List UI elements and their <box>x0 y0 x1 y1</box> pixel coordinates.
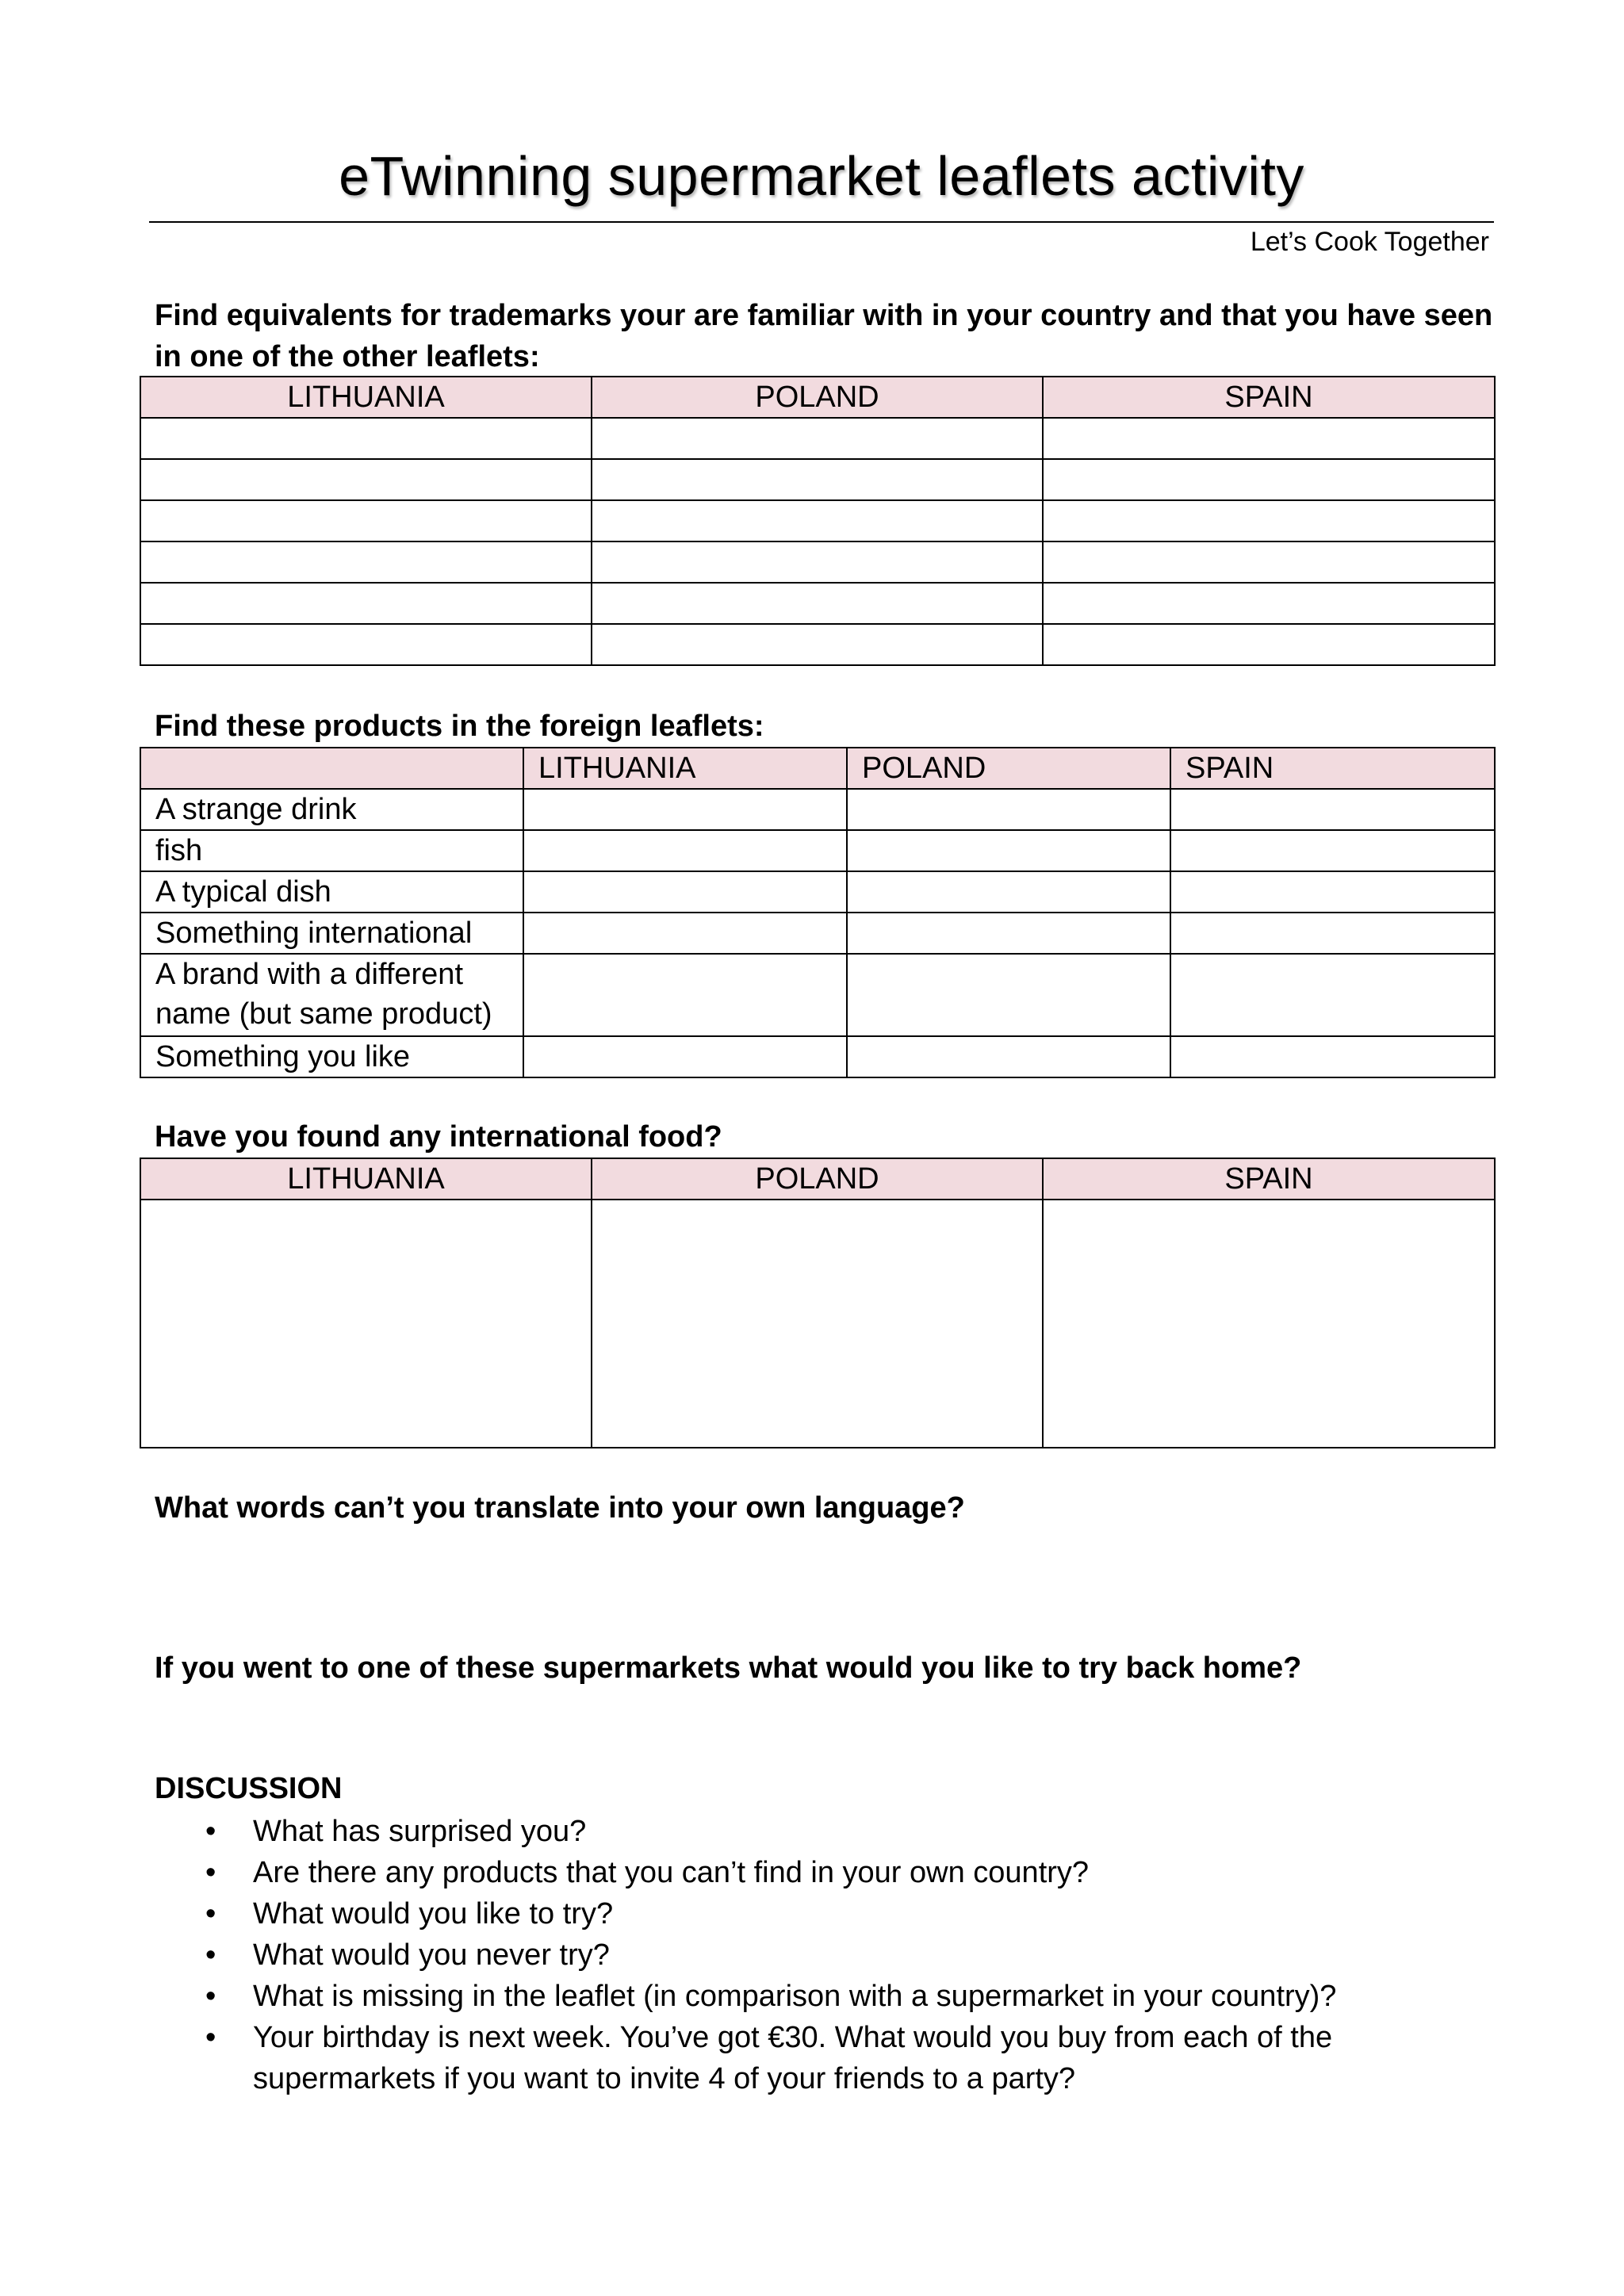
trademarks-table <box>140 376 1496 666</box>
answer-cell[interactable] <box>523 913 847 954</box>
row-label: Something international <box>140 913 523 954</box>
column-header-lithuania: LITHUANIA <box>523 748 847 789</box>
answer-cell[interactable] <box>1170 954 1495 1036</box>
discussion-heading: DISCUSSION <box>155 1772 343 1805</box>
answer-cell[interactable] <box>592 541 1043 583</box>
answer-cell[interactable] <box>847 954 1170 1036</box>
table-row <box>140 1200 1495 1448</box>
table-header-row <box>140 1158 1495 1200</box>
row-label: A strange drink <box>140 789 523 830</box>
row-label: A typical dish <box>140 871 523 913</box>
list-item-text: What is missing in the leaflet (in comparison with a supermarket in your country)? <box>253 1980 1337 2013</box>
column-header-spain: SPAIN <box>1043 377 1495 418</box>
answer-cell[interactable] <box>1170 789 1495 830</box>
bullet-icon: • <box>205 1897 216 1931</box>
section1-heading: Find equivalents for trademarks your are familiar with in your country and that you have seen in one of the other leaflets: <box>155 299 1493 373</box>
table-row <box>140 954 1495 1036</box>
row-label: Something you like <box>140 1036 523 1077</box>
bullet-icon: • <box>205 2021 216 2054</box>
list-item-text: Are there any products that you can’t find in your own country? <box>253 1856 1090 1889</box>
table-row <box>140 500 1495 541</box>
row-label: fish <box>140 830 523 871</box>
list-item-text: What has surprised you? <box>253 1815 587 1848</box>
table-row <box>140 624 1495 665</box>
list-item <box>155 1934 1442 1976</box>
answer-cell[interactable] <box>140 418 592 459</box>
answer-cell[interactable] <box>1043 624 1495 665</box>
products-table <box>140 747 1496 1078</box>
question-try-back-home: If you went to one of these supermarkets what would you like to try back home? <box>155 1651 1302 1685</box>
column-header-poland: POLAND <box>592 1158 1043 1200</box>
answer-cell[interactable] <box>1170 830 1495 871</box>
table-row <box>140 541 1495 583</box>
answer-cell[interactable] <box>1043 583 1495 624</box>
column-header-spain: SPAIN <box>1170 748 1495 789</box>
answer-cell[interactable] <box>592 1200 1043 1448</box>
answer-cell[interactable] <box>592 500 1043 541</box>
answer-cell[interactable] <box>140 624 592 665</box>
table-row <box>140 871 1495 913</box>
answer-cell[interactable] <box>523 954 847 1036</box>
answer-cell[interactable] <box>1170 1036 1495 1077</box>
answer-cell[interactable] <box>523 1036 847 1077</box>
answer-cell[interactable] <box>1043 459 1495 500</box>
list-item <box>155 1976 1442 2017</box>
international-food-table <box>140 1158 1496 1448</box>
answer-cell[interactable] <box>1043 500 1495 541</box>
answer-cell[interactable] <box>523 871 847 913</box>
bullet-icon: • <box>205 1980 216 2013</box>
answer-cell[interactable] <box>1043 1200 1495 1448</box>
answer-cell[interactable] <box>592 418 1043 459</box>
list-item <box>155 1811 1442 1852</box>
list-item <box>155 2017 1442 2099</box>
table-row <box>140 459 1495 500</box>
column-header-poland: POLAND <box>592 377 1043 418</box>
bullet-icon: • <box>205 1938 216 1972</box>
table-header-row <box>140 377 1495 418</box>
answer-cell[interactable] <box>140 583 592 624</box>
answer-cell[interactable] <box>592 583 1043 624</box>
list-item-text: What would you like to try? <box>253 1897 614 1931</box>
table-row <box>140 1036 1495 1077</box>
answer-cell[interactable] <box>140 459 592 500</box>
answer-cell[interactable] <box>1043 541 1495 583</box>
row-label: A brand with a different name (but same product) <box>140 954 523 1036</box>
column-header-lithuania: LITHUANIA <box>140 377 592 418</box>
column-header-spain: SPAIN <box>1043 1158 1495 1200</box>
section3-heading: Have you found any international food? <box>155 1120 722 1154</box>
table-header-row <box>140 748 1495 789</box>
list-item-text: What would you never try? <box>253 1938 610 1972</box>
answer-cell[interactable] <box>140 1200 592 1448</box>
section2-heading: Find these products in the foreign leaflets: <box>155 710 764 743</box>
page-subtitle: Let’s Cook Together <box>1250 227 1489 257</box>
question-untranslatable-words: What words can’t you translate into your own language? <box>155 1491 965 1525</box>
answer-cell[interactable] <box>847 913 1170 954</box>
answer-cell[interactable] <box>1043 418 1495 459</box>
discussion-list <box>155 1811 1503 2099</box>
page-title: eTwinning supermarket leaflets activity <box>339 145 1304 207</box>
column-header-lithuania: LITHUANIA <box>140 1158 592 1200</box>
answer-cell[interactable] <box>847 871 1170 913</box>
answer-cell[interactable] <box>140 500 592 541</box>
answer-cell[interactable] <box>523 830 847 871</box>
list-item-text: Your birthday is next week. You’ve got €30. What would you buy from each of the supermarkets if you want to invite 4 of your friends to a party? <box>253 2021 1333 2095</box>
title-divider <box>149 221 1494 223</box>
bullet-icon: • <box>205 1856 216 1889</box>
answer-cell[interactable] <box>592 459 1043 500</box>
table-row <box>140 583 1495 624</box>
answer-cell[interactable] <box>140 541 592 583</box>
table-row <box>140 913 1495 954</box>
answer-cell[interactable] <box>523 789 847 830</box>
answer-cell[interactable] <box>1170 913 1495 954</box>
answer-cell[interactable] <box>847 1036 1170 1077</box>
list-item <box>155 1852 1442 1893</box>
column-header-poland: POLAND <box>847 748 1170 789</box>
table-row <box>140 418 1495 459</box>
table-row <box>140 830 1495 871</box>
answer-cell[interactable] <box>847 830 1170 871</box>
column-header-blank <box>140 748 523 789</box>
list-item <box>155 1893 1442 1934</box>
table-row <box>140 789 1495 830</box>
answer-cell[interactable] <box>1170 871 1495 913</box>
bullet-icon: • <box>205 1815 216 1848</box>
answer-cell[interactable] <box>847 789 1170 830</box>
answer-cell[interactable] <box>592 624 1043 665</box>
